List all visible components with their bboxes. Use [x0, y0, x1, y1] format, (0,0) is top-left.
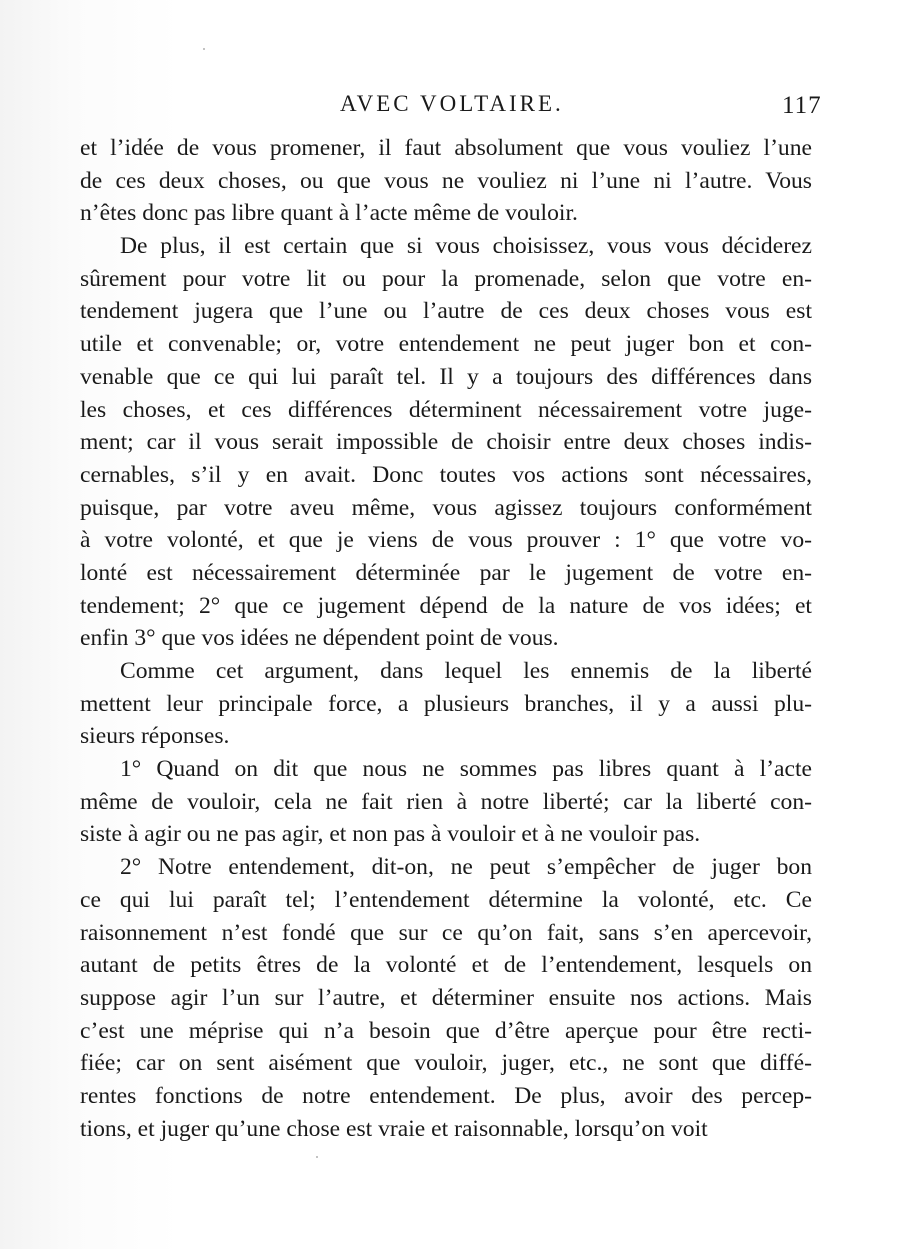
text-line: et l’idée de vous promener, il faut absolument que vous vouliez l’une	[80, 135, 812, 161]
text-line: venable que ce qui lui paraît tel. Il y a toujours des différences dans	[80, 363, 812, 390]
text-line: utile et convenable; or, votre entendement ne peut juger bon et con-	[80, 331, 812, 358]
paragraph	[80, 230, 812, 655]
paper-speck	[316, 1156, 318, 1158]
page-number: 117	[782, 92, 822, 119]
text-line: c’est une méprise qui n’a besoin que d’être aperçue pour être recti-	[80, 1017, 812, 1044]
running-head	[0, 86, 900, 122]
text-line: sieurs réponses.	[80, 723, 230, 750]
paragraph	[80, 753, 812, 851]
text-line: suppose agir l’un sur l’autre, et déterminer ensuite nos actions. Mais	[80, 984, 812, 1011]
text-line: fiée; car on sent aisément que vouloir, juger, etc., ne sont que diffé-	[80, 1050, 812, 1077]
text-line: tendement jugera que l’une ou l’autre de ces deux choses vous est	[80, 298, 812, 325]
body-text	[80, 132, 812, 1145]
text-line: 2° Notre entendement, dit-on, ne peut s’empêcher de juger bon	[120, 854, 812, 881]
text-line: les choses, et ces différences déterminent nécessairement votre juge-	[80, 396, 812, 423]
text-line: autant de petits êtres de la volonté et de l’entendement, lesquels on	[80, 952, 812, 979]
paragraph	[80, 132, 812, 230]
text-line: 1° Quand on dit que nous ne sommes pas libres quant à l’acte	[120, 756, 812, 783]
text-line: rentes fonctions de notre entendement. De plus, avoir des percep-	[80, 1082, 812, 1109]
text-line: ment; car il vous serait impossible de choisir entre deux choses indis-	[80, 429, 812, 456]
paragraph	[80, 851, 812, 1145]
text-line: puisque, par votre aveu même, vous agissez toujours conformément	[80, 494, 812, 521]
text-line: Comme cet argument, dans lequel les ennemis de la liberté	[120, 658, 812, 684]
text-line: ce qui lui paraît tel; l’entendement détermine la volonté, etc. Ce	[80, 886, 812, 913]
text-line: lonté est nécessairement déterminée par le jugement de votre en-	[80, 559, 812, 586]
text-line: De plus, il est certain que si vous choisissez, vous vous déciderez	[120, 233, 812, 260]
text-line: de ces deux choses, ou que vous ne vouliez ni l’une ni l’autre. Vous	[80, 167, 812, 194]
text-line: même de vouloir, cela ne fait rien à notre liberté; car la liberté con-	[80, 788, 812, 815]
text-line: mettent leur principale force, a plusieurs branches, il y a aussi plu-	[80, 690, 812, 717]
running-title: AVEC VOLTAIRE.	[340, 91, 564, 116]
text-line: cernables, s’il y en avait. Donc toutes vos actions sont nécessaires,	[80, 461, 812, 488]
paragraph	[80, 655, 812, 753]
text-line: siste à agir ou ne pas agir, et non pas à vouloir et à ne vouloir pas.	[80, 821, 701, 848]
text-line: enfin 3° que vos idées ne dépendent point de vous.	[80, 625, 559, 652]
text-line: sûrement pour votre lit ou pour la promenade, selon que votre en-	[80, 265, 812, 292]
text-line: à votre volonté, et que je viens de vous prouver : 1° que votre vo-	[80, 527, 812, 554]
text-line: raisonnement n’est fondé que sur ce qu’on fait, sans s’en apercevoir,	[80, 919, 812, 946]
text-line: tendement; 2° que ce jugement dépend de la nature de vos idées; et	[80, 592, 812, 619]
text-line: n’êtes donc pas libre quant à l’acte même de vouloir.	[80, 200, 578, 227]
paper-speck	[203, 48, 205, 50]
text-line: tions, et juger qu’une chose est vraie et raisonnable, lorsqu’on voit	[80, 1115, 708, 1142]
